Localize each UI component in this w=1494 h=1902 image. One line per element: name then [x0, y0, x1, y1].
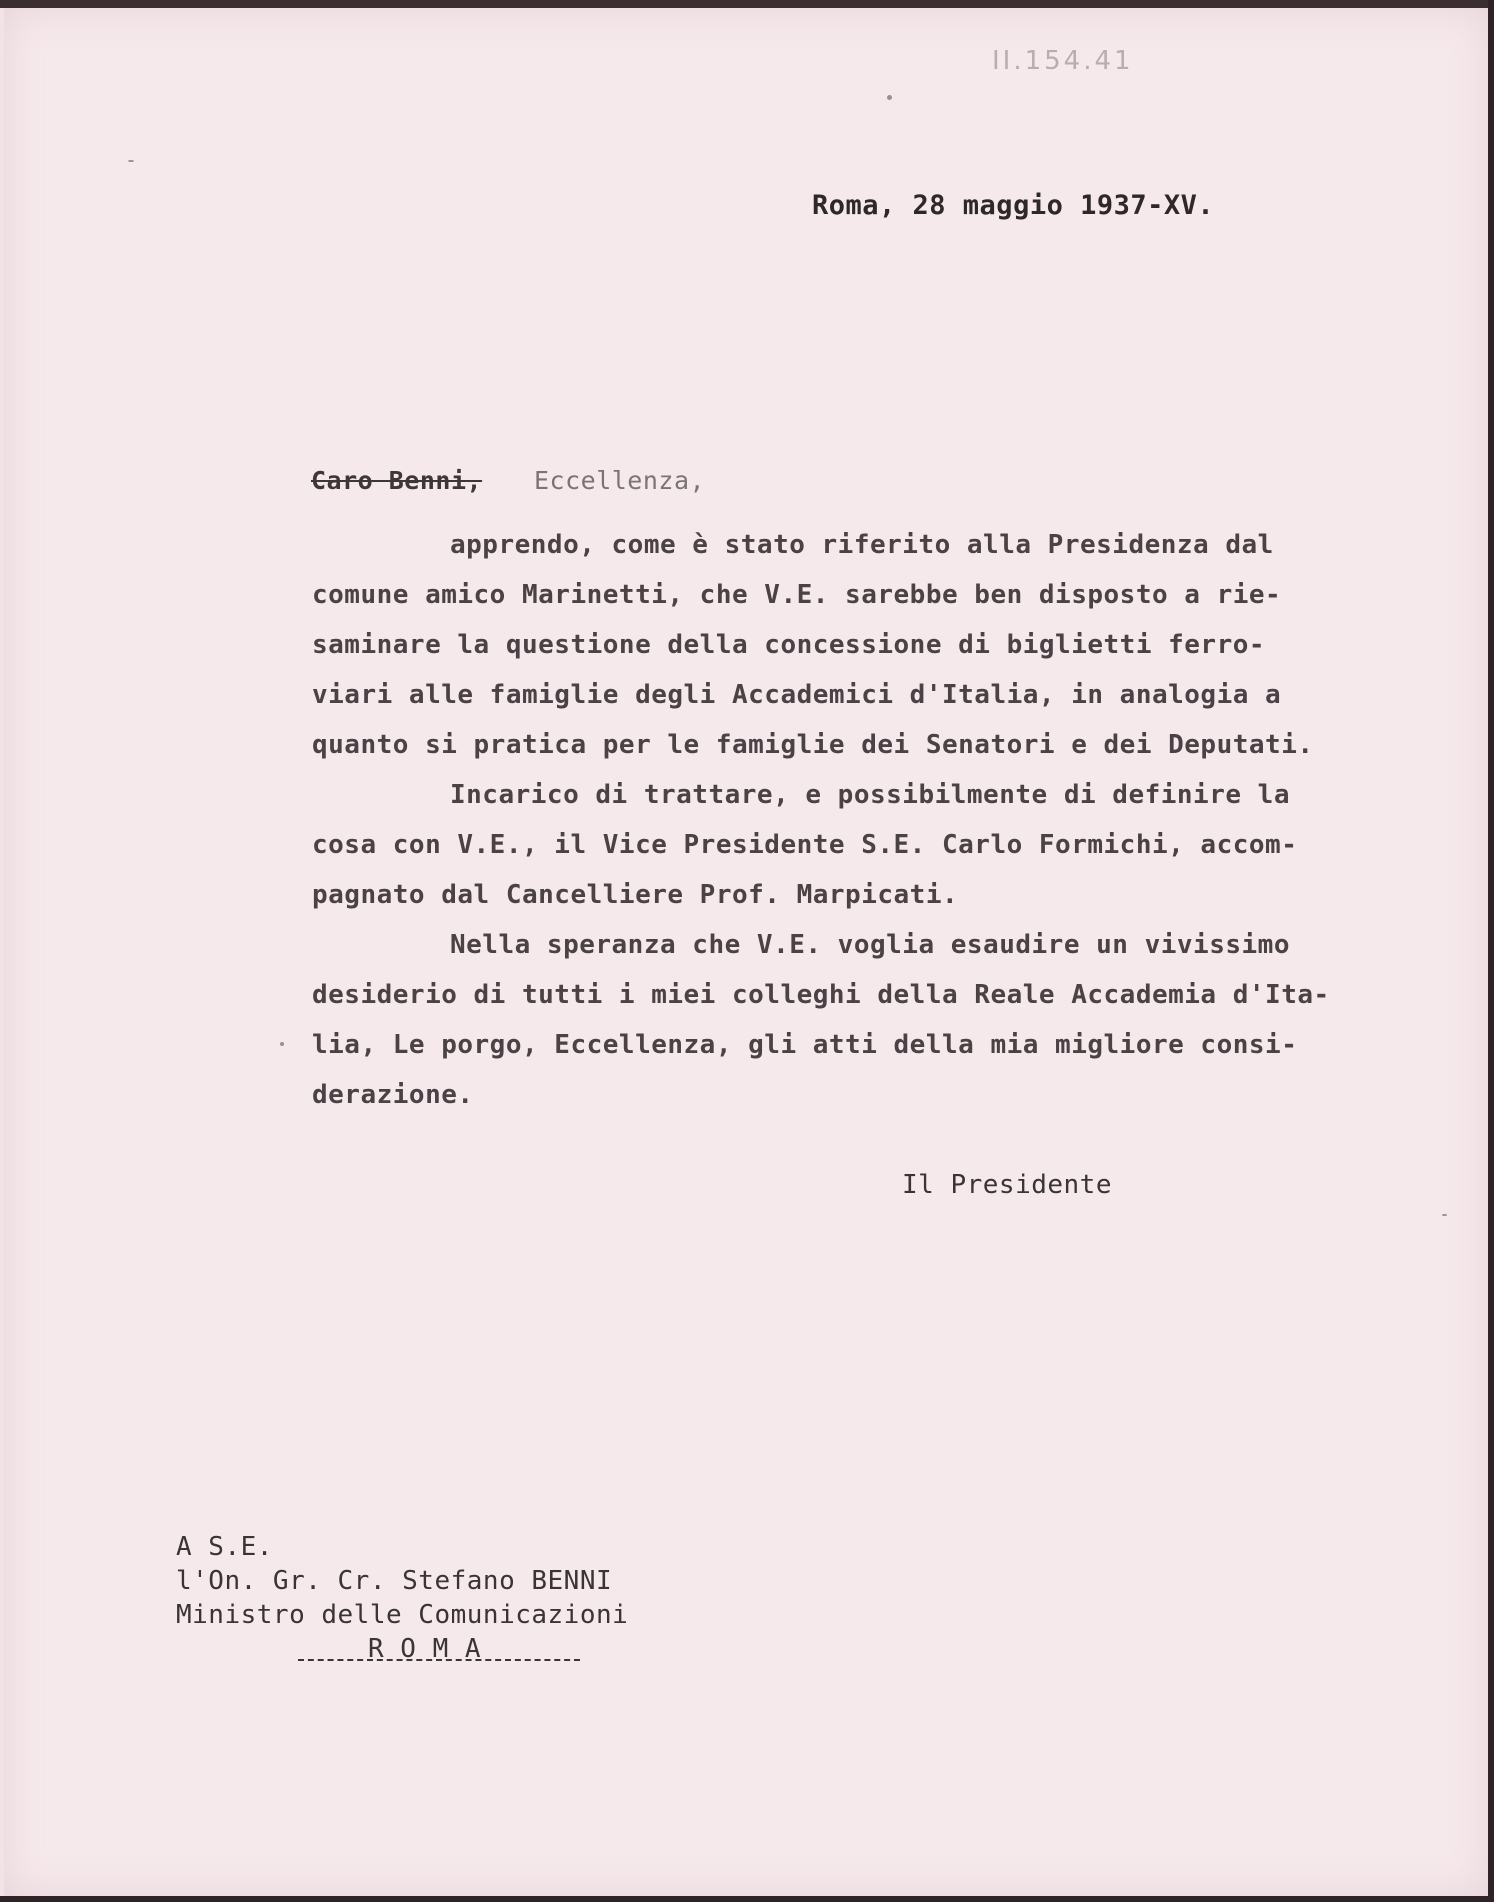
address-line: A S.E. [176, 1532, 273, 1562]
body-line: comune amico Marinetti, che V.E. sarebbe ben disposto a rie- [312, 580, 1282, 610]
address-line: l'On. Gr. Cr. Stefano BENNI [176, 1566, 613, 1596]
archive-reference: II.154.41 [992, 46, 1134, 76]
address-underline [298, 1659, 580, 1663]
address-line: Ministro delle Comunicazioni [176, 1600, 629, 1630]
paper-speck [128, 160, 134, 162]
paper-speck [1442, 1214, 1447, 1216]
body-line: desiderio di tutti i miei colleghi della Reale Accademia d'Ita- [312, 980, 1330, 1010]
body-line: derazione. [312, 1080, 474, 1110]
body-line: Nella speranza che V.E. voglia esaudire un vivissimo [450, 930, 1290, 960]
body-line: quanto si pratica per le famiglie dei Senatori e dei Deputati. [312, 730, 1314, 760]
paper-speck [887, 95, 892, 100]
scan-edge-right [1488, 0, 1494, 1902]
date-line: Roma, 28 maggio 1937-XV. [812, 190, 1215, 221]
salutation: Eccellenza, [534, 466, 706, 495]
body-line: Incarico di trattare, e possibilmente di definire la [450, 780, 1290, 810]
body-line: viari alle famiglie degli Accademici d'Italia, in analogia a [312, 680, 1282, 710]
closing-signature-title: Il Presidente [902, 1170, 1112, 1200]
body-line: saminare la questione della concessione di biglietti ferro- [312, 630, 1266, 660]
body-line: cosa con V.E., il Vice Presidente S.E. Carlo Formichi, accom- [312, 830, 1298, 860]
body-line: pagnato dal Cancelliere Prof. Marpicati. [312, 880, 959, 910]
body-line: lia, Le porgo, Eccellenza, gli atti della mia migliore consi- [312, 1030, 1298, 1060]
scan-edge-bottom [0, 1896, 1494, 1902]
body-line: apprendo, come è stato riferito alla Presidenza dal [450, 530, 1274, 560]
scan-edge-top [0, 0, 1494, 8]
address-city: R O M A [368, 1634, 482, 1664]
paper-speck [280, 1042, 284, 1046]
salutation-struck: Caro Benni, [311, 466, 483, 495]
